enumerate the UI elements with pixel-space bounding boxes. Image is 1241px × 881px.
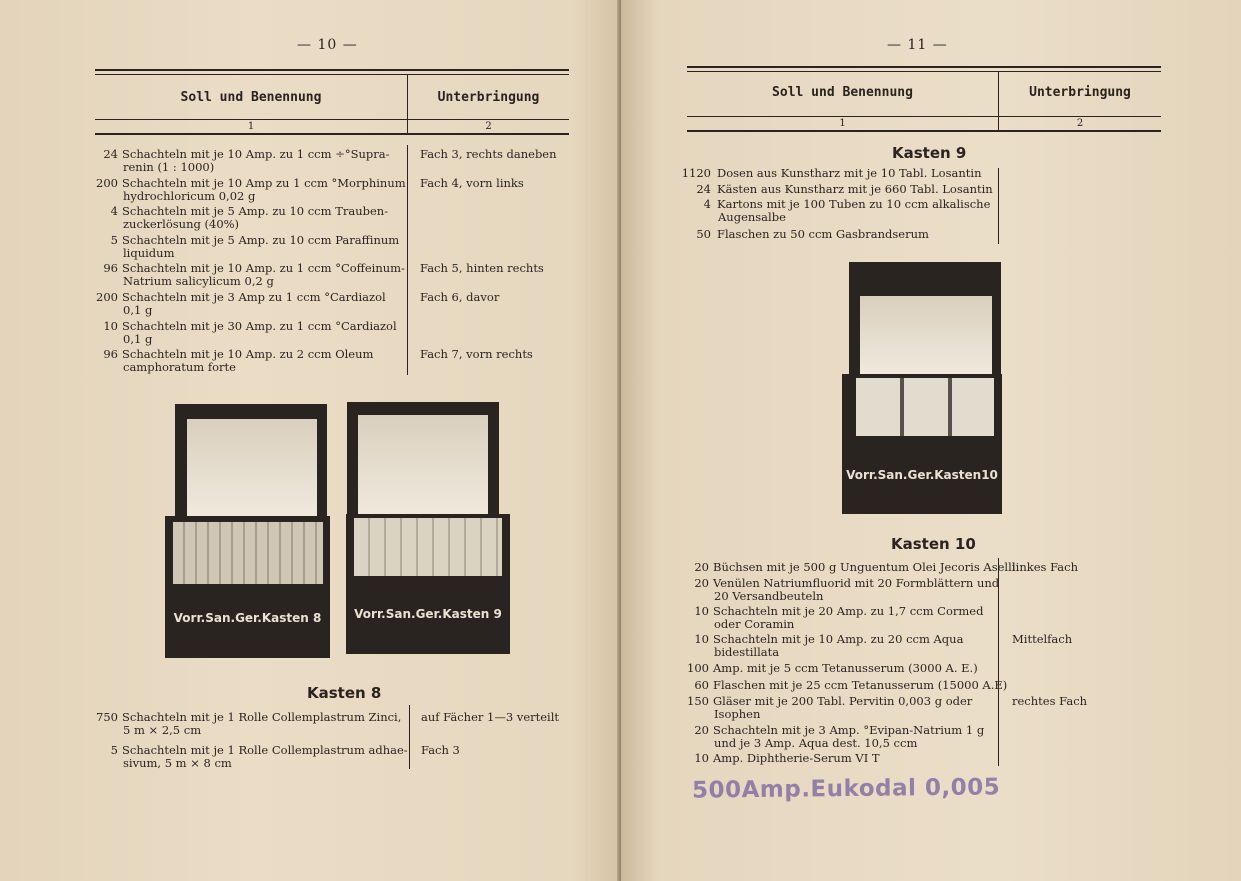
chest-lid-interior: [187, 419, 317, 517]
item-quantity: 200: [96, 176, 118, 190]
item-description-line: Dosen aus Kunstharz mit je 10 Tabl. Losantin: [717, 166, 982, 180]
item-description-line: Schachteln mit je 1 Rolle Collemplastrum adhae-: [122, 743, 408, 757]
chest-lid-interior: [860, 296, 992, 374]
kasten-10-title: Kasten 10: [891, 535, 976, 553]
chest-label: Vorr.San.Ger.Kasten10: [846, 468, 998, 482]
item-location: Fach 3: [421, 743, 460, 757]
item-quantity: 96: [103, 347, 118, 361]
item-description-line: Schachteln mit je 10 Amp zu 1 ccm °Morphinum: [122, 176, 406, 190]
item-description-line: Gläser mit je 200 Tabl. Pervitin 0,003 g oder: [713, 694, 973, 708]
item-quantity: 150: [687, 694, 709, 708]
item-quantity: 10: [694, 604, 709, 618]
item-description-line: renin (1 : 1000): [123, 160, 215, 174]
item-quantity: 10: [103, 319, 118, 333]
item-description-line: 5 m × 2,5 cm: [123, 723, 202, 737]
column-header-2: Unterbringung: [1029, 85, 1131, 100]
item-description-line: 20 Versandbeuteln: [714, 589, 824, 603]
item-description-line: Schachteln mit je 20 Amp. zu 1,7 ccm Cormed: [713, 604, 984, 618]
item-quantity: 4: [110, 204, 118, 218]
chest-photo-kasten-10: [842, 262, 1002, 514]
column-header-1: Soll und Benennung: [180, 90, 322, 105]
table-top-rule: [95, 69, 569, 71]
header-bottom-rule: [687, 130, 1161, 132]
column-number-2: 2: [485, 121, 492, 132]
item-quantity: 24: [103, 147, 118, 161]
item-location: linkes Fach: [1012, 560, 1078, 574]
item-location: Fach 4, vorn links: [420, 176, 524, 190]
item-description-line: Schachteln mit je 10 Amp. zu 1 ccm ÷°Supra-: [122, 147, 390, 161]
item-description-line: Flaschen zu 50 ccm Gasbrandserum: [717, 227, 929, 241]
item-description-line: Isophen: [714, 707, 761, 721]
item-description-line: bidestillata: [714, 645, 780, 659]
item-description-line: Flaschen mit je 25 ccm Tetanusserum (15000 A.E): [713, 678, 1008, 692]
item-description-line: sivum, 5 m × 8 cm: [123, 756, 232, 770]
page-number: — 11 —: [887, 37, 948, 53]
item-description-line: Schachteln mit je 1 Rolle Collemplastrum Zinci,: [122, 710, 402, 724]
item-description-line: zuckerlösung (40%): [123, 217, 240, 231]
item-quantity: 5: [110, 233, 118, 247]
item-description-line: Schachteln mit je 3 Amp. °Evipan-Natrium 1 g: [713, 723, 985, 737]
item-description-line: Schachteln mit je 30 Amp. zu 1 ccm °Cardiazol: [122, 319, 397, 333]
item-quantity: 4: [703, 197, 711, 211]
item-description-line: Schachteln mit je 5 Amp. zu 10 ccm Trauben-: [122, 204, 389, 218]
item-description-line: 0,1 g: [123, 303, 153, 317]
item-description-line: Schachteln mit je 3 Amp zu 1 ccm °Cardiazol: [122, 290, 386, 304]
chest-label: Vorr.San.Ger.Kasten 9: [354, 607, 502, 621]
column-divider: [407, 145, 408, 375]
item-description-line: Kästen aus Kunstharz mit je 660 Tabl. Losantin: [717, 182, 993, 196]
item-description-line: oder Coramin: [714, 617, 795, 631]
chest-contents: [856, 378, 994, 436]
chest-contents: [354, 518, 502, 576]
chest-contents: [173, 522, 323, 584]
item-location: rechtes Fach: [1012, 694, 1088, 708]
item-location: Fach 6, davor: [420, 290, 500, 304]
column-divider-kasten-8: [409, 705, 410, 769]
item-description-line: Schachteln mit je 10 Amp. zu 1 ccm °Coffeinum-: [122, 261, 405, 275]
item-description-line: camphoratum forte: [123, 360, 236, 374]
item-location: auf Fächer 1—3 verteilt: [421, 710, 560, 724]
table-top-rule: [687, 66, 1161, 68]
column-header-1: Soll und Benennung: [772, 85, 913, 100]
header-rule: [95, 119, 569, 120]
item-quantity: 750: [96, 710, 118, 724]
item-description-line: Venülen Natriumfluorid mit 20 Formblättern und: [713, 576, 1000, 590]
item-description-line: 0,1 g: [123, 332, 153, 346]
item-quantity: 96: [103, 261, 118, 275]
column-header-2: Unterbringung: [437, 90, 540, 105]
item-description-line: hydrochloricum 0,02 g: [123, 189, 256, 203]
item-description-line: Schachteln mit je 10 Amp. zu 20 ccm Aqua: [713, 632, 964, 646]
item-quantity: 60: [694, 678, 709, 692]
ink-stamp: 500Amp.Eukodal 0,005: [691, 774, 1001, 804]
item-quantity: 5: [110, 743, 118, 757]
item-description-line: liquidum: [123, 246, 175, 260]
item-description-line: Schachteln mit je 5 Amp. zu 10 ccm Paraffinum: [122, 233, 400, 247]
item-quantity: 20: [694, 560, 709, 574]
chest-label: Vorr.San.Ger.Kasten 8: [173, 611, 322, 625]
item-location: Fach 3, rechts daneben: [420, 147, 557, 161]
table-top-rule-thin: [95, 74, 569, 75]
item-quantity: 10: [694, 632, 709, 646]
item-description-line: Natrium salicylicum 0,2 g: [123, 274, 274, 288]
item-location: Fach 7, vorn rechts: [420, 347, 533, 361]
chest-photo-kasten-8: [165, 404, 330, 658]
item-quantity: 1120: [681, 166, 711, 180]
item-quantity: 10: [694, 751, 709, 765]
right-page: [621, 0, 1241, 881]
column-number-1: 1: [247, 121, 255, 132]
item-description-line: Büchsen mit je 500 g Unguentum Olei Jecoris Aselli: [713, 560, 1016, 574]
item-description-line: und je 3 Amp. Aqua dest. 10,5 ccm: [714, 736, 918, 750]
kasten-9-title: Kasten 9: [892, 144, 967, 162]
item-description-line: Kartons mit je 100 Tuben zu 10 ccm alkalische: [717, 197, 991, 211]
item-location: Mittelfach: [1012, 632, 1073, 646]
page-number: — 10 —: [297, 37, 358, 53]
chest-lid-interior: [358, 415, 488, 515]
item-quantity: 100: [687, 661, 709, 675]
column-divider-kasten-9: [998, 168, 999, 244]
item-quantity: 200: [96, 290, 118, 304]
table-top-rule-thin: [687, 71, 1161, 72]
item-quantity: 20: [694, 723, 709, 737]
column-number-2: 2: [1076, 118, 1084, 129]
header-bottom-rule: [95, 133, 569, 135]
item-location: Fach 5, hinten rechts: [420, 261, 544, 275]
header-rule: [687, 116, 1161, 117]
kasten-8-title: Kasten 8: [307, 684, 382, 702]
chest-photo-kasten-9: [346, 402, 510, 654]
item-description-line: Schachteln mit je 10 Amp. zu 2 ccm Oleum: [122, 347, 374, 361]
item-quantity: 24: [696, 182, 711, 196]
item-quantity: 20: [694, 576, 709, 590]
item-quantity: 50: [696, 227, 711, 241]
item-description-line: Amp. mit je 5 ccm Tetanusserum (3000 A. E.): [713, 661, 978, 675]
column-number-1: 1: [839, 118, 846, 129]
item-description-line: Amp. Diphtherie-Serum VI T: [713, 751, 880, 765]
item-description-line: Augensalbe: [718, 210, 786, 224]
